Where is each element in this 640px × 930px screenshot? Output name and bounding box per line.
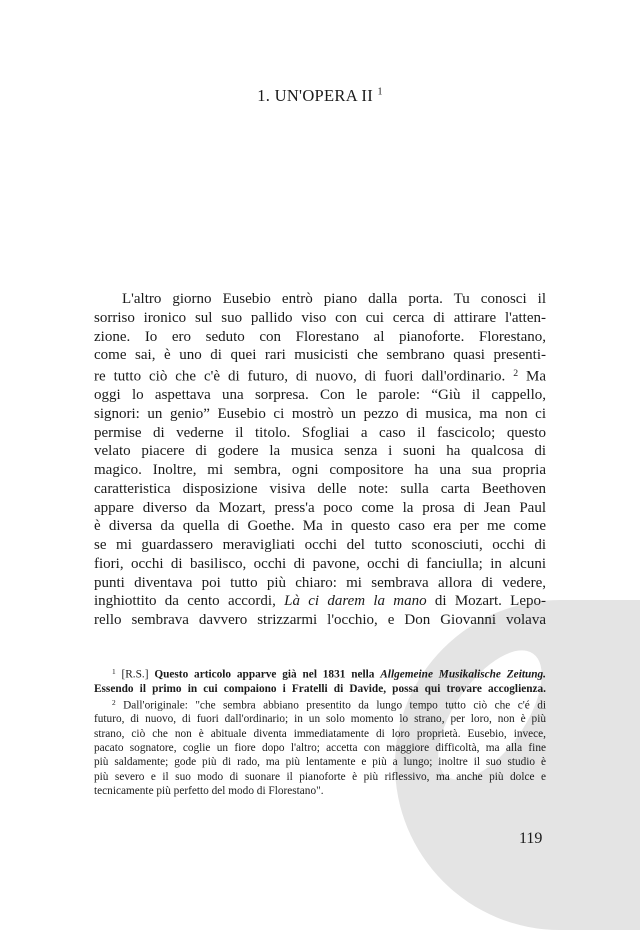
chapter-title-text: 1. UN'OPERA II	[257, 86, 374, 105]
body-line	[94, 555, 546, 574]
body-line	[94, 574, 546, 593]
body-line	[94, 424, 546, 443]
page-number: 119	[519, 830, 543, 847]
text-segment: inghiottito da cento accordi,	[94, 593, 285, 610]
text-segment: punti diventava poi tutto più chiaro: mi sembrava allora di vedere,	[94, 574, 546, 591]
footnote-line	[94, 770, 546, 784]
text-segment: caratteristica disposizione visiva delle note: sulla carta Beethoven	[94, 480, 546, 497]
footnote-line	[94, 784, 546, 798]
body-line	[94, 309, 546, 328]
body-line	[94, 386, 546, 405]
body-line	[94, 328, 546, 347]
footnotes	[94, 665, 546, 798]
text-segment: Dall'originale: "che sembra abbiano presentito da lungo tempo tutto ciò che c'é di	[115, 699, 546, 712]
footnote-line	[94, 665, 546, 682]
text-segment: futuro, di nuovo, di fuori dall'ordinario; in un solo momento lo strano, per loro, non è più	[94, 713, 546, 726]
text-segment: velato piacere di godere la musica senza i suoni ha qualcosa di	[94, 443, 546, 460]
body-text	[94, 290, 546, 630]
text-segment: re tutto ciò che c'è di futuro, di nuovo, di fuori dall'ordinario.	[94, 368, 514, 385]
text-segment: zione. Io ero seduto con Florestano al pianoforte. Florestano,	[94, 328, 546, 345]
text-segment: se mi guardassero meravigliati occhi del tutto sconosciuti, occhi di	[94, 537, 546, 554]
text-segment: oggi lo aspettava una sorpresa. Con le parole: “Giù il cappello,	[94, 387, 546, 404]
text-segment: più saldamente; gode più di rado, ma più lentamente e più a lungo; inoltre il suo studio è	[94, 756, 546, 769]
body-line	[94, 290, 546, 309]
footnote-line	[94, 696, 546, 713]
body-line	[94, 499, 546, 518]
chapter-title	[0, 86, 640, 106]
text-segment: signori: un genio” Eusebio ci mostrò un pezzo di musica, ma non ci	[94, 405, 546, 422]
text-segment: magico. Inoltre, mi sembra, ogni compositore ha una sua propria	[94, 462, 546, 479]
text-segment: è diversa da quella di Goethe. Ma in questo caso era per me come	[94, 518, 546, 535]
body-line	[94, 365, 546, 386]
body-line	[94, 405, 546, 424]
footnote-line	[94, 727, 546, 741]
text-segment: [R.S.]	[115, 668, 155, 681]
text-segment: Questo articolo apparve già nel 1831 nella	[154, 668, 381, 681]
text-segment: strano, ciò che non è abituale diventa immediatamente di loro proprietà. Eusebio, invece,	[94, 727, 546, 740]
body-line	[94, 611, 546, 630]
text-segment: appare diverso da Mozart, press'a poco come la prosa di Jean Paul	[94, 499, 546, 516]
body-line	[94, 346, 546, 365]
text-segment: di Mozart. Lepo-	[426, 593, 546, 610]
text-segment: L'altro giorno Eusebio entrò piano dalla porta. Tu conosci il	[122, 291, 546, 307]
text-segment: permise di vederne il titolo. Sfogliai a caso il fascicolo; questo	[94, 424, 546, 441]
footnote-ref: 2	[112, 697, 116, 707]
footnote-ref: 2	[513, 368, 519, 379]
body-line	[94, 517, 546, 536]
text-segment: sorriso ironico sul suo pallido viso con cui cerca di attirare l'atten-	[94, 309, 546, 326]
footnote-ref: 1	[112, 667, 116, 676]
footnote-line	[94, 682, 546, 696]
footnote-line	[94, 755, 546, 769]
footnote-ref-1: 1	[377, 86, 383, 98]
text-segment: rello sembrava davvero strizzarmi l'occhio, e Don Giovanni volava	[94, 612, 546, 629]
text-segment: fiori, occhi di basilisco, occhi di pavone, occhi di fanciulla; in alcuni	[94, 555, 546, 572]
body-line	[94, 592, 546, 611]
text-segment: più severo e il suo modo di suonare il pianoforte è più riflessivo, ma anche più dolce e	[94, 770, 546, 783]
text-segment: tecnicamente più perfetto del modo di Florestano".	[94, 784, 324, 797]
body-line	[94, 536, 546, 555]
text-segment: Allgemeine Musikalische Zeitung.	[380, 668, 547, 681]
footnote-line	[94, 741, 546, 755]
footnote-line	[94, 712, 546, 726]
body-line	[94, 461, 546, 480]
text-segment: Là ci darem la mano	[284, 593, 427, 610]
body-line	[94, 480, 546, 499]
text-segment: Essendo il primo in cui compaiono i Fratelli di Davide, possa qui trovare accoglienza.	[94, 682, 546, 695]
text-segment: come sai, è uno di quei rari musicisti che sembrano quasi presenti-	[94, 347, 546, 364]
body-line	[94, 442, 546, 461]
text-segment: pacato sognatore, coglie un fiore dopo l'altro; accetta con maggiore difficoltà, ma alla fine	[94, 742, 546, 755]
text-segment: Ma	[518, 368, 547, 385]
